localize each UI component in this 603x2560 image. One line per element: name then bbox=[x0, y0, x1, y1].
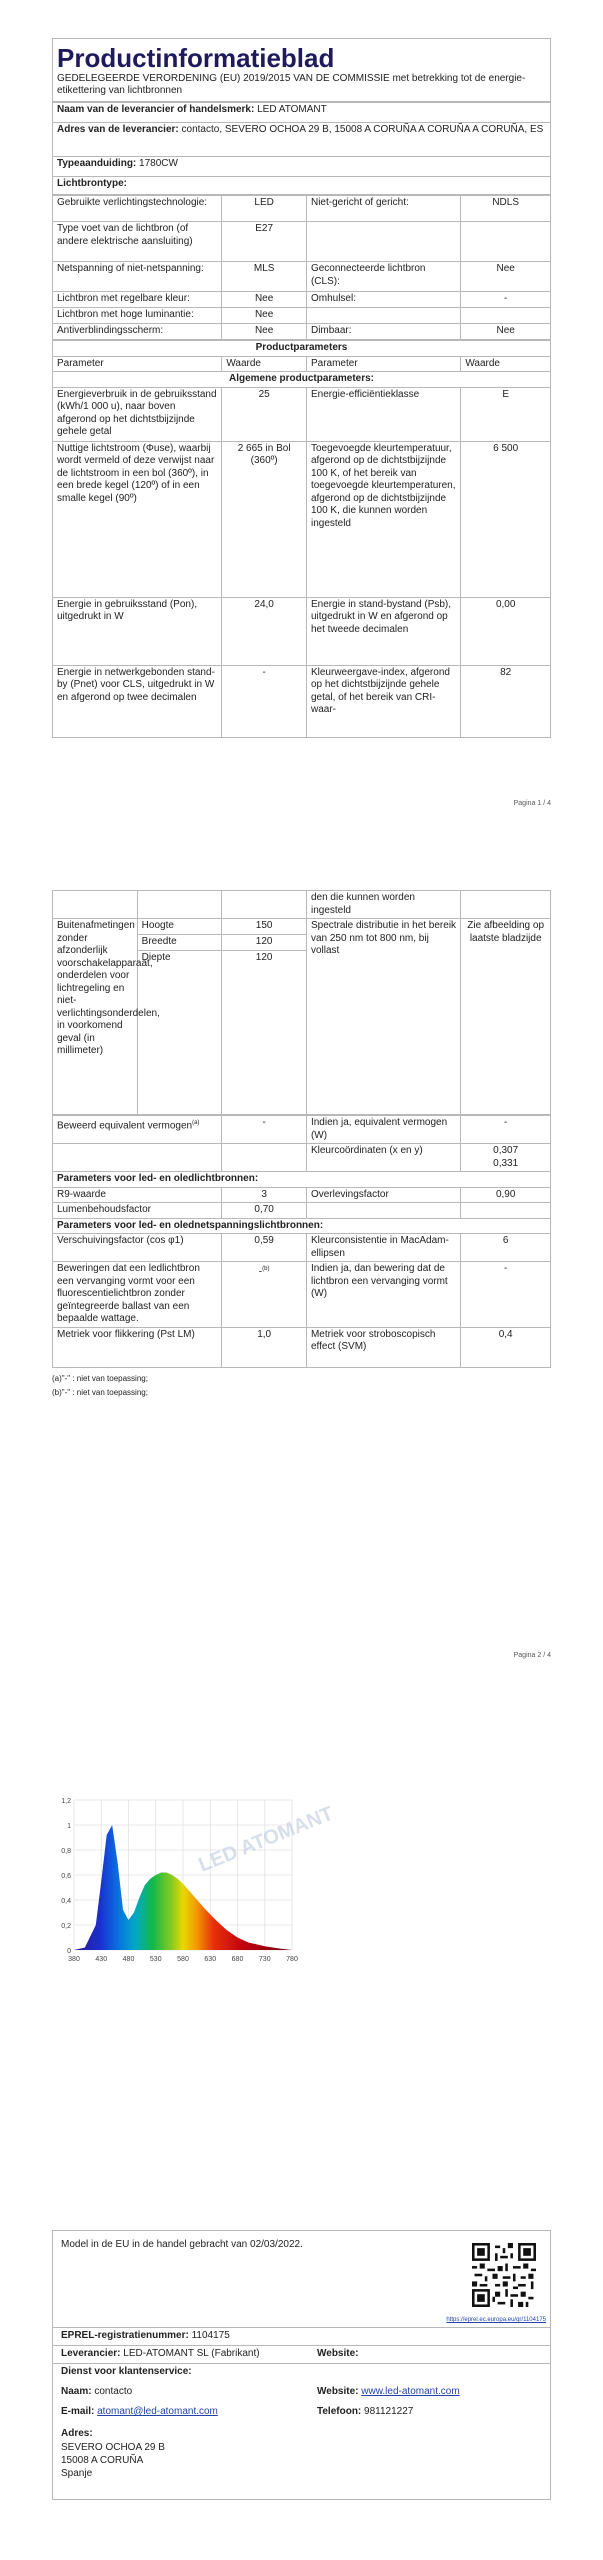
param-value: 0,00 bbox=[461, 597, 551, 665]
param-label: Kleurweergave-index, afgerond op het dichtstbijzijnde gehele getal, of het bereik van CRI-waar- bbox=[306, 665, 460, 737]
supplier-name-label: Naam van de leverancier of handelsmerk: bbox=[57, 104, 255, 115]
lightsource-row bbox=[53, 222, 551, 262]
page-2 bbox=[52, 890, 551, 1400]
chroma-x: 0,307 bbox=[493, 1145, 519, 1156]
param-row bbox=[53, 387, 551, 441]
col-header-value: Waarde bbox=[461, 356, 551, 372]
product-params-table bbox=[52, 340, 551, 738]
param-label: Energieverbruik in de gebruiksstand (kWh/1 000 u), naar boven afgerond op het dichtstbijzijnde gehele getal bbox=[53, 387, 222, 441]
claimed-label: Beweerd equivalent vermogen bbox=[57, 1120, 193, 1132]
lightsource-row bbox=[53, 196, 551, 222]
params2-table bbox=[52, 1115, 551, 1368]
chroma-label: Kleurcoördinaten (x en y) bbox=[306, 1144, 460, 1172]
dims-table bbox=[52, 890, 551, 1115]
lightsource-value bbox=[461, 222, 551, 262]
param-value: 6 500 bbox=[461, 441, 551, 597]
survival-value: 0,90 bbox=[461, 1187, 551, 1203]
flicker-label: Metriek voor flikkering (Pst LM) bbox=[53, 1327, 222, 1367]
x-axis bbox=[68, 1956, 298, 1963]
dim-name: Breedte bbox=[137, 935, 222, 951]
dim-value: 120 bbox=[222, 935, 307, 951]
lumen-value: 0,70 bbox=[222, 1203, 307, 1219]
general-params-section: Algemene productparameters: bbox=[53, 372, 551, 388]
param-label: Energie in gebruiksstand (Pon), uitgedrukt in W bbox=[53, 597, 222, 665]
lightsource-value bbox=[461, 308, 551, 324]
address-line: 15008 A CORUÑA bbox=[61, 2455, 144, 2466]
lightsource-value: Nee bbox=[222, 324, 307, 340]
lightsource-value: NDLS bbox=[461, 196, 551, 222]
chroma-y: 0,331 bbox=[493, 1157, 519, 1169]
cri-continued: den die kunnen worden ingesteld bbox=[306, 891, 460, 919]
lightsource-param: Dimbaar: bbox=[306, 324, 460, 340]
y-axis bbox=[61, 1798, 71, 1955]
spectrum-chart bbox=[52, 1792, 337, 1970]
label-website-label: Website: bbox=[317, 2348, 359, 2359]
footnote-a: (a)"-" : niet van toepassing; bbox=[52, 1373, 148, 1383]
lightsource-value: Nee bbox=[461, 262, 551, 292]
dims-label: Buitenafmetingen zonder afzonderlijk voorschakelapparaat, onderdelen voor lichtregeling en niet-verlichtingsonderdelen, in voorkomend geval (in millimeter) bbox=[53, 919, 138, 1115]
dim-name: Hoogte bbox=[137, 919, 222, 935]
lightsource-param: Gebruikte verlichtingstechnologie: bbox=[53, 196, 222, 222]
eprel-label: EPREL-registratienummer: bbox=[61, 2330, 189, 2341]
macadam-value: 6 bbox=[461, 1234, 551, 1262]
lightsource-param: Netspanning of niet-netspanning: bbox=[53, 262, 222, 292]
lightsource-value: - bbox=[461, 292, 551, 308]
param-row bbox=[53, 441, 551, 597]
lightsource-param: Lichtbron met hoge luminantie: bbox=[53, 308, 222, 324]
x-tick-label: 680 bbox=[231, 1956, 244, 1963]
contact-name-value: contacto bbox=[94, 2386, 133, 2397]
x-tick-label: 480 bbox=[122, 1956, 135, 1963]
param-value: 2 665 in Bol (360º) bbox=[222, 441, 307, 597]
x-tick-label: 530 bbox=[149, 1956, 162, 1963]
param-value: 82 bbox=[461, 665, 551, 737]
lightsource-param bbox=[306, 308, 460, 324]
claimed-value: - bbox=[222, 1116, 307, 1144]
spectral-value: Zie afbeelding op laatste bladzijde bbox=[461, 919, 551, 1115]
email-link[interactable]: atomant@led-atomant.com bbox=[97, 2406, 218, 2417]
model-value: 1780CW bbox=[139, 158, 178, 169]
footnote-b: (b)"-" : niet van toepassing; bbox=[52, 1387, 148, 1397]
lightsource-row bbox=[53, 292, 551, 308]
supplier-address-label: Adres van de leverancier: bbox=[57, 124, 179, 135]
y-tick-label: 1 bbox=[67, 1823, 71, 1830]
phone-value: 981121227 bbox=[364, 2406, 414, 2417]
cosphi-label: Verschuivingsfactor (cos φ1) bbox=[53, 1234, 222, 1262]
equiv-label: Indien ja, equivalent vermogen (W) bbox=[306, 1116, 460, 1144]
x-tick-label: 630 bbox=[204, 1956, 217, 1963]
col-header-parameter: Parameter bbox=[53, 356, 222, 372]
lightsource-param bbox=[306, 222, 460, 262]
param-value: E bbox=[461, 387, 551, 441]
header-box bbox=[52, 38, 551, 102]
placed-on-market: Model in de EU in de handel gebracht van 02/03/2022. bbox=[61, 2239, 303, 2250]
y-tick-label: 1,2 bbox=[61, 1798, 71, 1805]
spectral-label: Spectrale distributie in het bereik van 250 nm tot 800 nm, bij vollast bbox=[306, 919, 460, 1115]
param-value: 25 bbox=[222, 387, 307, 441]
address-line: SEVERO OCHOA 29 B bbox=[61, 2442, 165, 2453]
contact-website-link[interactable]: www.led-atomant.com bbox=[361, 2386, 460, 2397]
watermark-text: LED ATOMANT bbox=[195, 1802, 337, 1877]
y-tick-label: 0 bbox=[67, 1948, 71, 1955]
phone-label: Telefoon: bbox=[317, 2406, 362, 2417]
contact-website-label: Website: bbox=[317, 2386, 359, 2397]
param-value: 24,0 bbox=[222, 597, 307, 665]
eprel-number: 1104175 bbox=[191, 2330, 230, 2341]
y-tick-label: 0,2 bbox=[61, 1923, 71, 1930]
lightsource-param: Lichtbron met regelbare kleur: bbox=[53, 292, 222, 308]
param-label: Nuttige lichtstroom (Φuse), waarbij wordt vermeld of deze verwijst naar de lichtstroom in een bol (360º), in een brede kegel (120º) of in een smalle kegel (90º) bbox=[53, 441, 222, 597]
led-section: Parameters voor led- en oledlichtbronnen: bbox=[53, 1172, 551, 1188]
email-label: E-mail: bbox=[61, 2406, 95, 2417]
x-tick-label: 780 bbox=[286, 1956, 298, 1963]
lightsource-row bbox=[53, 308, 551, 324]
qr-code-icon[interactable] bbox=[472, 2243, 536, 2307]
lightsource-param: Geconnecteerde lichtbron (CLS): bbox=[306, 262, 460, 292]
svm-label: Metriek voor stroboscopisch effect (SVM) bbox=[306, 1327, 460, 1367]
lightsource-param: Niet-gericht of gericht: bbox=[306, 196, 460, 222]
equiv-value: - bbox=[461, 1116, 551, 1144]
lightsource-row bbox=[53, 324, 551, 340]
label-supplier-value: LED-ATOMANT SL (Fabrikant) bbox=[123, 2348, 260, 2359]
supplier-name-value: LED ATOMANT bbox=[257, 104, 327, 115]
model-label: Typeaanduiding: bbox=[57, 158, 137, 169]
param-label: Toegevoegde kleurtemperatuur, afgerond op de dichtstbijzijnde 100 K, of het bereik van toegevoegde kleurtemperaturen, afgerond op de dichtstbijzijnde 100 K, die kunnen worden ingesteld bbox=[306, 441, 460, 597]
lightsource-row bbox=[53, 262, 551, 292]
y-tick-label: 0,6 bbox=[61, 1873, 71, 1880]
lightsource-value: LED bbox=[222, 196, 307, 222]
mains-section: Parameters voor led- en olednetspanningslichtbronnen: bbox=[53, 1218, 551, 1234]
lightsource-value: Nee bbox=[222, 308, 307, 324]
supplier-address-value: contacto, SEVERO OCHOA 29 B, 15008 A CORUÑA A CORUÑA A CORUÑA, ES bbox=[181, 124, 544, 135]
claimed-sup: (a) bbox=[192, 1120, 200, 1126]
service-label: Dienst voor klantenservice: bbox=[61, 2366, 192, 2377]
replace2-value: - bbox=[461, 1262, 551, 1328]
replace2-label: Indien ja, dan bewering dat de lichtbron een vervanging vormt (W) bbox=[306, 1262, 460, 1328]
param-row bbox=[53, 665, 551, 737]
supplier-table bbox=[52, 102, 551, 195]
contact-name-label: Naam: bbox=[61, 2386, 92, 2397]
address-label: Adres: bbox=[61, 2428, 93, 2439]
dims-row bbox=[53, 919, 551, 935]
lightsource-param: Antiverblindingsscherm: bbox=[53, 324, 222, 340]
lightsource-value: Nee bbox=[222, 292, 307, 308]
address-line: Spanje bbox=[61, 2468, 93, 2479]
lightsource-param: Omhulsel: bbox=[306, 292, 460, 308]
lumen-label: Lumenbehoudsfactor bbox=[53, 1203, 222, 1219]
flicker-value: 1,0 bbox=[222, 1327, 307, 1367]
replace-label: Beweringen dat een ledlichtbron een vervanging vormt voor een fluorescentielichtbron zonder geïntegreerde ballast van een bepaalde wattage. bbox=[53, 1262, 222, 1328]
dim-name: Diepte bbox=[137, 951, 222, 1115]
x-tick-label: 730 bbox=[258, 1956, 271, 1963]
page-number: Pagina 1 / 4 bbox=[513, 800, 551, 807]
y-tick-label: 0,8 bbox=[61, 1848, 71, 1855]
param-row bbox=[53, 597, 551, 665]
replace-value: - bbox=[258, 1266, 263, 1278]
x-tick-label: 430 bbox=[95, 1956, 108, 1963]
label-supplier-label: Leverancier: bbox=[61, 2348, 121, 2359]
survival-label: Overlevingsfactor bbox=[306, 1187, 460, 1203]
param-value: - bbox=[222, 665, 307, 737]
r9-value: 3 bbox=[222, 1187, 307, 1203]
lightsource-value: E27 bbox=[222, 222, 307, 262]
page-1 bbox=[52, 38, 551, 738]
eprel-link[interactable]: https://eprel.ec.europa.eu/qr/1104175 bbox=[446, 2317, 546, 2323]
r9-label: R9-waarde bbox=[53, 1187, 222, 1203]
lightsource-table bbox=[52, 195, 551, 340]
page-subtitle: GEDELEGEERDE VERORDENING (EU) 2019/2015 VAN DE COMMISSIE met betrekking tot de energie-etikettering van lichtbronnen bbox=[57, 73, 526, 96]
lightsource-section: Lichtbrontype: bbox=[53, 177, 551, 195]
product-params-section: Productparameters bbox=[53, 341, 551, 357]
y-tick-label: 0,4 bbox=[61, 1898, 71, 1905]
param-label: Energie in netwerkgebonden stand-by (Pnet) voor CLS, uitgedrukt in W en afgerond op twee decimalen bbox=[53, 665, 222, 737]
col-header-parameter: Parameter bbox=[306, 356, 460, 372]
page-number: Pagina 2 / 4 bbox=[513, 1652, 551, 1659]
label-box bbox=[52, 2230, 551, 2500]
lightsource-value: Nee bbox=[461, 324, 551, 340]
svm-value: 0,4 bbox=[461, 1327, 551, 1367]
macadam-label: Kleurconsistentie in MacAdam-ellipsen bbox=[306, 1234, 460, 1262]
col-header-value: Waarde bbox=[222, 356, 307, 372]
dim-value: 120 bbox=[222, 951, 307, 1115]
x-tick-label: 580 bbox=[177, 1956, 189, 1963]
lightsource-value: MLS bbox=[222, 262, 307, 292]
replace-sup: (b) bbox=[262, 1266, 270, 1272]
lightsource-param: Type voet van de lichtbron (of andere elektrische aansluiting) bbox=[53, 222, 222, 262]
dim-value: 150 bbox=[222, 919, 307, 935]
param-label: Energie-efficiëntieklasse bbox=[306, 387, 460, 441]
cosphi-value: 0,59 bbox=[222, 1234, 307, 1262]
x-tick-label: 380 bbox=[68, 1956, 80, 1963]
page-title: Productinformatieblad bbox=[57, 43, 335, 73]
param-label: Energie in stand-bystand (Psb), uitgedrukt in W en afgerond op het tweede decimalen bbox=[306, 597, 460, 665]
spectrum-svg bbox=[52, 1792, 337, 1970]
